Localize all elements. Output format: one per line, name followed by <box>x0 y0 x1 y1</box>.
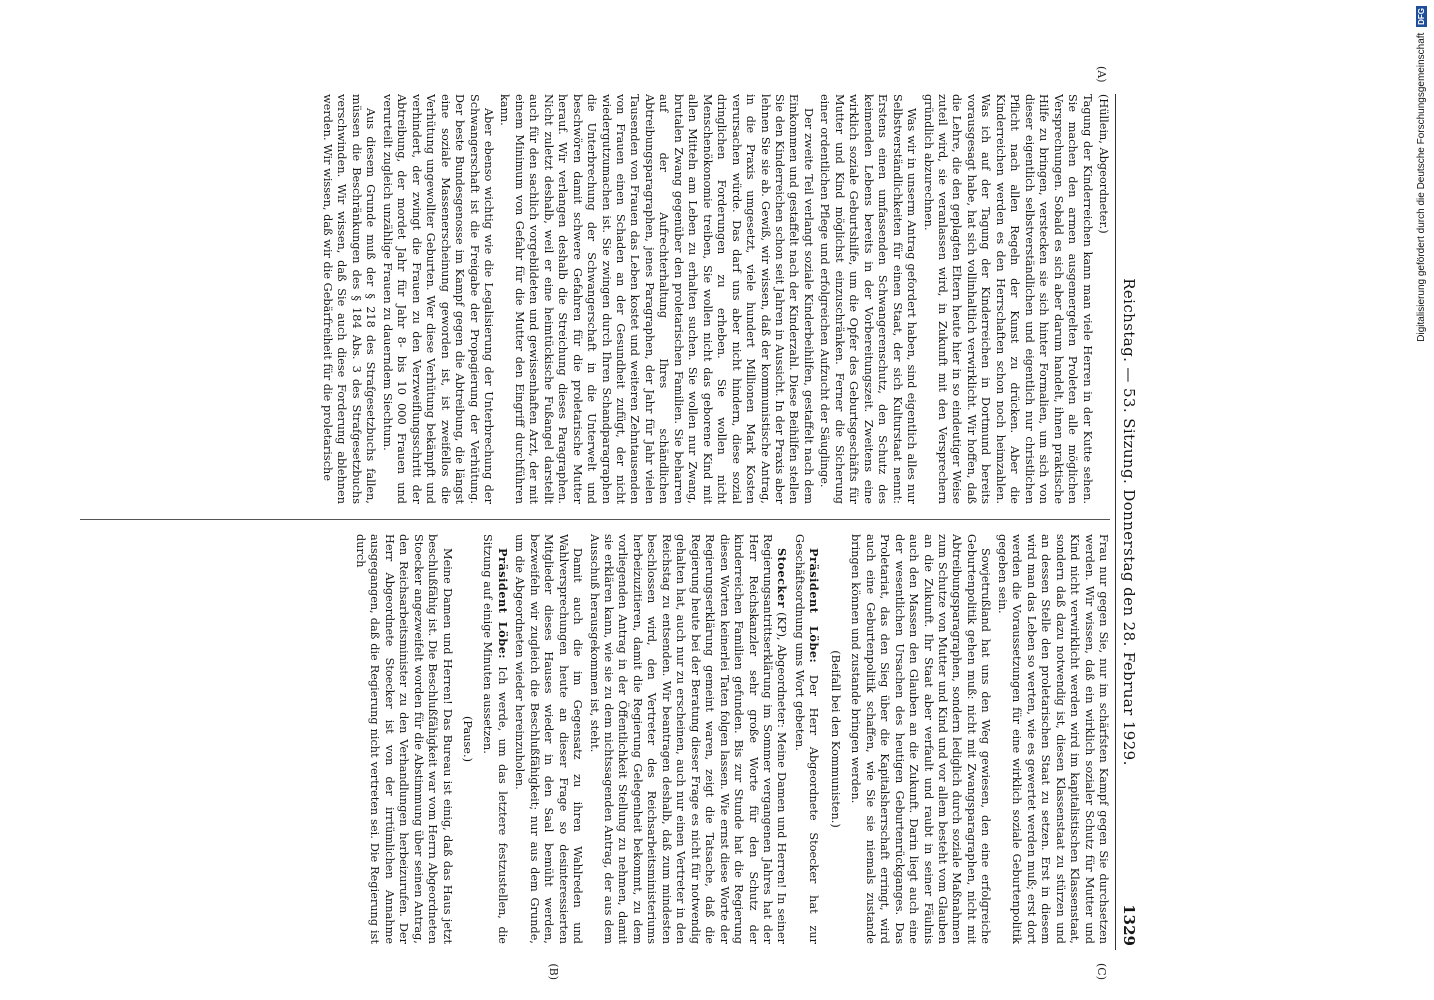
paragraph: Tagung der Kinderreichen kann man viele Herren in der Kutte sehen. Sie machen den armen ausgemergelten Proleten alle möglichen Versprechungen. Sobald es sich aber darum handelt, ihnen praktische Hilfe zu bringen, verstecken sie sich hinter Formalien, um sich von dieser eigentlich selbstverständlichen und eigentlich nur christlichen Pflicht nach allen Regeln der Kunst zu drücken. Aber die Kinderreichen werden es den Herrschaften schon noch heimzahlen. Was ich auf der Tagung der Kinderreichen in Dortmund bereits vorausgesagt habe, hat sich vollinhaltlich verwirklicht. Wir hoffen, daß die Lehre, die den geplagten Eltern heute hier in so eindeutiger Weise zuteil wird, sie veranlassen wird, in Zukunft mit den Versprechern gründlich abzurechnen. <box>921 94 1094 504</box>
paragraph: Aber ebenso wichtig wie die Legalisierung der Unterbrechung der Schwangerschaft ist die Freigabe der Propagierung der Verhütung. Der beste Bundesgenosse im Kampf gegen die Abtreibung, die längst eine soziale Massenerscheinung geworden ist, ist zweifellos die Verhütung ungewollter Geburten. Wer diese Verhütung bekämpft und verhindert, der zwingt die Frauen zu den Verzweiflungsschritt der Abtreibung, der mordet Jahr für Jahr 8- bis 10 000 Frauen und verurteilt zugleich unzählige Frauen zu dauerndem Siechtum. <box>380 94 495 504</box>
rotated-scan-sheet <box>80 66 1140 980</box>
paragraph: Der zweite Teil verlangt soziale Kinderbeihilfen, gestaffelt nach dem Einkommen und gestaffelt nach der Kinderzahl. Diese Beihilfen stellen Sie den Kinderreichen schon seit Jahren in Aussicht. In der Praxis aber lehnen Sie sie ab. Gewiß, wir wissen, daß der kommunistische Antrag, in die Praxis umgesetzt, viele hundert Millionen Mark Kosten verursachen würde. Das darf uns aber nicht hindern, diese sozial dringlichen Forderungen zu erheben. Sie wollen nicht Menschenökonomie treiben, Sie wollen nicht das geborene Kind mit allen Mitteln am Leben zu erhalten suchen. Sie wollen nur Zwang, brutalen Zwang gegenüber den proletarischen Familien. Sie beharren auf der Aufrechterhaltung Ihres schändlichen Abtreibungsparagraphen, jenes Paragraphen, der Jahr für Jahr vielen Tausenden von Frauen das Leben kostet und weiteren Zehntausenden von Frauen einen Schaden an der Gesundheit zufügt, der nicht wiedergutzumachen ist. Sie zwingen durch Ihren Schandparagraphen die Unterbrechung der Schwangerschaft in die Unterwelt und beschwören damit schwere Gefahren für die proletarische Mutter herauf. Wir verlangen deshalb die Streichung dieses Paragraphen. Nicht zuletzt deshalb, weil er eine heimtückische Fußangel darstellt auch für den sachlich vorgebildeten und gewissenhaften Arzt, der mit einem Minimum von Gefahr für die Mutter den Eingriff durchführen kann. <box>498 94 815 504</box>
paragraph: Sowjetrußland hat uns den Weg gewiesen, den eine erfolgreiche Geburtenpolitik gehen muß: nicht mit Zwangsparagraphen, nicht mit Abtreibungsparagraphen, sondern lediglich durch soziale Maßnahmen zum Schutze von Mutter und Kind und vor allem besteht vom Glauben an die Zukunft. Ihr Staat aber verfault und raubt in seiner Fäulnis auch den Massen den Glauben an die Zukunft. Darin liegt auch eine der wesentlichen Ursachen des heutigen Geburtenrückganges. Das Proletariat, das den Sieg über die Kapitalsherrschaft erringt, wird auch eine Geburtenpolitik schaffen, wie Sie sie niemals zustande bringen können und zustande bringen werden. <box>849 534 993 944</box>
speaker-name: Stoecker <box>775 548 790 608</box>
credit-text: Digitalisierung gefördert durch die Deutsche Forschungsgemeinschaft <box>1416 32 1427 342</box>
paragraph: Meine Damen und Herren! Das Bureau ist einig, daß das Haus jetzt beschlußfähig ist. Die Beschlußfähigkeit war vom Herrn Abgeordneten Stoecker angezweifelt worden für die Abstimmung über seinen Antrag, den Reichsarbeitsminister zu den Verhandlungen herbeizurufen. Der Herr Abgeordnete Stoecker ist von der irrtümlichen Annahme ausgegangen, daß die Regierung nicht vertreten sei. Die Regierung ist durch <box>353 534 454 944</box>
paragraph: Was wir in unserm Antrag gefordert haben, sind eigentlich alles nur Selbstverständlichkeiten für einen Staat, der sich Kulturstaat nennt: Erstens einen umfassenden Schwangerenschutz, den Schutz des keimenden Lebens bereits in der Vorbereitungszeit. Zweitens eine wirklich soziale Geburtshilfe, um die Opfer des Geburtsgeschäfts für Mutter und Kind möglichst einzuschränken. Ferner die Sicherung einer ordentlichen Pflege und erfolgreichen Aufzucht der Säuglinge. <box>818 94 919 504</box>
paragraph: Damit auch die im Gegensatz zu ihren Wahlreden und Wahlversprechungen heute an dieser Frage so desinteressierten Mitglieder dieses Hauses wieder in den Saal bemüht werden, bezweifeln wir zugleich die Beschlußfähigkeit; nur aus dem Grunde, um die Abgeordneten wieder hereinzuholen. <box>513 534 585 944</box>
paragraph: Frau nur gegen Sie, nur im schärfsten Kampf gegen Sie durchsetzen werden. Wir wissen, daß ein wirklich sozialer Schutz für Mutter und Kind nicht verwirklicht werden wird im kapitalistischen Klassenstaat, sondern daß dazu notwendig ist, diesen Klassenstaat zu stürzen und an dessen Stelle den proletarischen Staat zu setzen. Erst in diesem wird man das Leben so werten, wie es gewertet werden muß; erst dort werden die Voraussetzungen für eine wirklich soziale Geburtenpolitik gegeben sein. <box>995 534 1110 944</box>
margin-mark-a: (A) <box>1095 66 1108 83</box>
page-number: 1329 <box>1120 904 1138 946</box>
speech-text: (KP), Abgeordneter: Meine Damen und Herren! In seiner Regierungsantrittserklärung im Sommer vergangenen Jahres hat der Herr Reichskanzler sehr große Worte für den Schutz der kinderreichen Familien gefunden. Bis zur Stunde hat die Regierung diesen Worten keinerlei Taten folgen lassen. Wie ernst diese Worte der Regierungserklärung gemeint waren, zeigt die Tatsache, daß die Regierung heute bei der Beratung dieser Frage es nicht für notwendig gehalten hat, auch nur zu erscheinen, auch nur einen Vertreter in den Reichstag zu entsenden. Wir beantragen deshalb, daß zum mindesten beschlossen wird, den Vertreter des Reichsarbeitsministeriums herbeizuzitieren, damit die Regierung Gelegenheit bekommt, zu dem vorliegenden Antrag in der Öffentlichkeit Stellung zu nehmen, damit sie erklären kann, wie sie zu dem nichtssagenden Antrag, der aus dem Ausschuß herausgekommen ist, steht. <box>587 534 789 944</box>
margin-mark-b: (B) <box>547 963 560 980</box>
digitization-sidebar <box>1411 6 1433 394</box>
applause-note: (Beifall bei den Kommunisten.) <box>828 650 842 828</box>
left-column <box>80 94 1110 504</box>
paragraph: Aus diesem Grunde muß der § 218 des Strafgesetzbuchs fallen, müssen die Beschränkungen des § 184 Abs. 3 des Strafgesetzbuchs verschwinden. Wir wissen, daß Sie auch diese Forderung ablehnen werden. Wir wissen, daß wir die Gebärfreiheit für die proletarische <box>320 94 378 504</box>
speech-text: Ich werde, um das letztere festzustellen, die Sitzung auf einige Minuten aussetzen. <box>481 534 509 944</box>
speaker-paragraph <box>791 534 821 944</box>
running-head <box>1118 94 1140 950</box>
speaker-paragraph <box>480 534 510 944</box>
pause-note: (Pause.) <box>460 716 474 762</box>
margin-mark-c: (C) <box>1095 963 1108 980</box>
speaker-paragraph <box>586 534 789 944</box>
digitization-credit <box>1411 6 1433 394</box>
speaker-name: Präsident Löbe: <box>807 548 822 664</box>
continuation-speaker: (Hüllein, Abgeordneter.) <box>1097 94 1110 234</box>
speech-text: Der Herr Abgeordnete Stoecker hat zur Geschäftsordnung ums Wort gebeten. <box>792 534 821 944</box>
right-column <box>80 534 1110 944</box>
dfg-logo: DFG <box>1416 8 1426 25</box>
header-rule <box>1115 94 1116 950</box>
running-head-title: Reichstag. — 53. Sitzung. Donnerstag den 28. Februar 1929. <box>1120 278 1138 766</box>
speaker-name: Präsident Löbe: <box>495 548 510 659</box>
column-divider <box>80 519 1110 520</box>
